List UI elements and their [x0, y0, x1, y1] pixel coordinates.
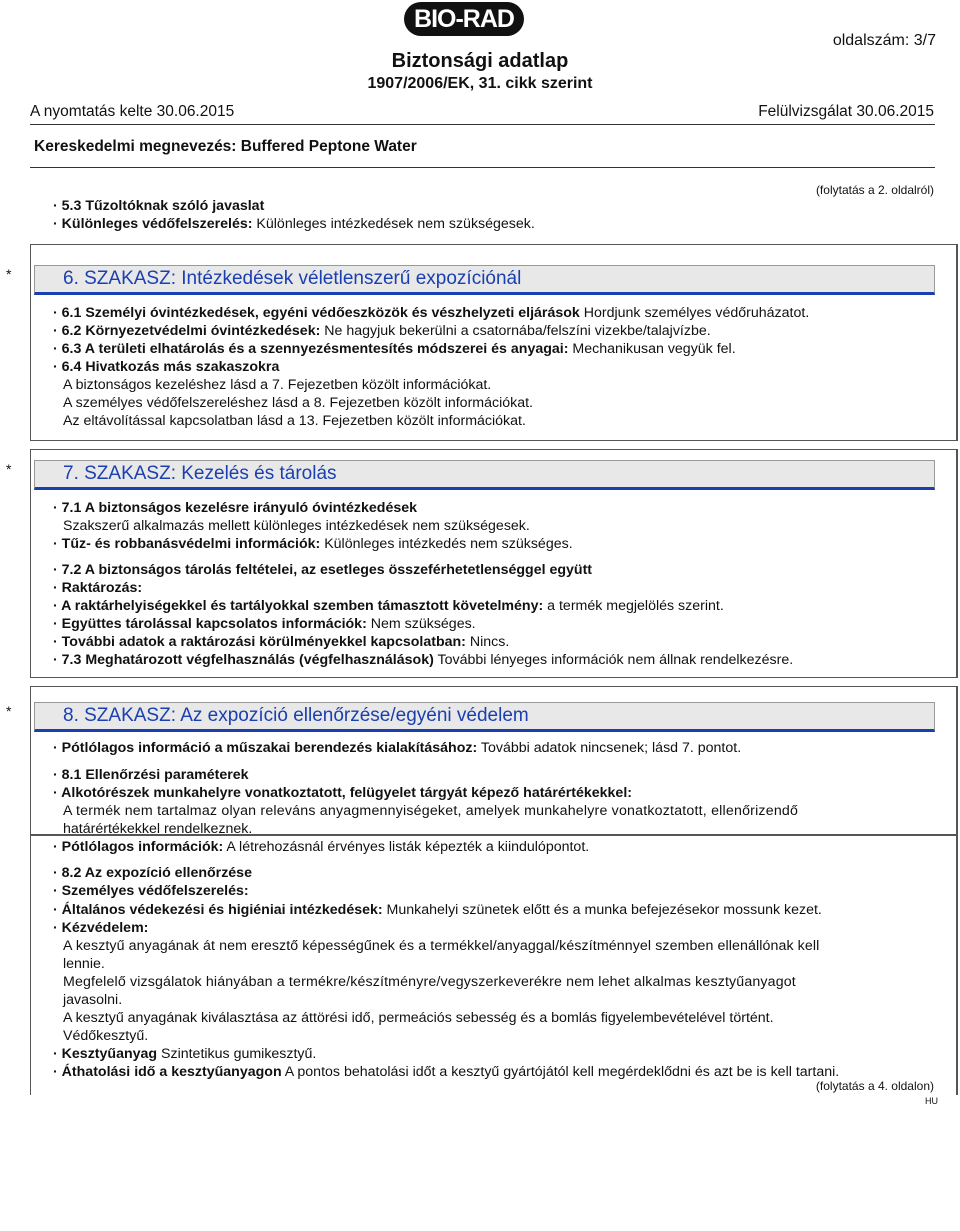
- s6-4: · 6.4 Hivatkozás más szakaszokra: [53, 359, 280, 375]
- revision-date: Felülvizsgálat 30.06.2015: [758, 103, 934, 120]
- trade-name: Kereskedelmi megnevezés: Buffered Peptone Water: [34, 138, 417, 155]
- s8-hand-protection: · Kézvédelem:: [53, 920, 149, 936]
- s5-heading: · 5.3 Tűzoltóknak szóló javaslat: [53, 198, 265, 214]
- s7-fire: · Tűz- és robbanásvédelmi információk: Különleges intézkedés nem szükséges.: [53, 536, 573, 552]
- continued-from: (folytatás a 2. oldalról): [815, 183, 934, 197]
- s8-hand-2: lennie.: [63, 956, 105, 972]
- s8-change-marker: *: [6, 703, 12, 719]
- section-8-title: 8. SZAKASZ: Az expozíció ellenőrzése/egyéni védelem: [63, 705, 529, 726]
- s6-3: · 6.3 A területi elhatárolás és a szennyezésmentesítés módszerei és anyagai: Mechanikusan vegyük fel.: [53, 341, 736, 357]
- s7-2: · 7.2 A biztonságos tárolás feltételei, az esetleges összeférhetetlenséggel együtt: [53, 562, 593, 578]
- s8-limits-text-2: határértékekkel rendelkeznek.: [63, 821, 253, 837]
- s7-1-text: Szakszerű alkalmazás mellett különleges intézkedések nem szükségesek.: [63, 518, 530, 534]
- s8-limits: · Alkotórészek munkahelyre vonatkoztatott, felügyelet tárgyát képező határértékekkel:: [53, 785, 632, 801]
- s8-hand-1: A kesztyű anyagának át nem eresztő képességűnek és a termékkel/anyaggal/készítménnyel szemben ellenállónak kell: [63, 938, 820, 954]
- s8-glove-material: · Kesztyűanyag Szintetikus gumikesztyű.: [53, 1046, 317, 1062]
- s6-change-marker: *: [6, 266, 12, 282]
- s6-2: · 6.2 Környezetvédelmi óvintézkedések: Ne hagyjuk bekerülni a csatornába/felszíni vizekbe/talajvízbe.: [53, 323, 711, 339]
- s8-1: · 8.1 Ellenőrzési paraméterek: [53, 767, 249, 783]
- s6-ref-7: A biztonságos kezeléshez lásd a 7. Fejezetben közölt információkat.: [63, 377, 492, 393]
- s8-hand-6: Védőkesztyű.: [63, 1028, 149, 1044]
- document-title: Biztonsági adatlap: [391, 50, 569, 72]
- s8-hand-3: Megfelelő vizsgálatok hiányában a termékre/készítményre/vegyszerkeverékre nem lehet alkalmas kesztyűanyagot: [63, 974, 796, 990]
- header-divider: [30, 124, 935, 125]
- page-number: oldalszám: 3/7: [832, 32, 936, 49]
- s7-change-marker: *: [6, 461, 12, 477]
- s8-hand-5: A kesztyű anyagának kiválasztása az áttörési idő, permeációs sebesség és a bomlás figyelembevételével történt.: [63, 1010, 774, 1026]
- s7-storage: · Raktározás:: [53, 580, 143, 596]
- s8-hygiene: · Általános védekezési és higiéniai intézkedések: Munkahelyi szünetek előtt és a munka befejezésekor mossunk kezet.: [53, 902, 822, 918]
- language-code: HU: [925, 1096, 938, 1106]
- continued-to: (folytatás a 4. oldalon): [815, 1079, 934, 1093]
- document-subtitle: 1907/2006/EK, 31. cikk szerint: [367, 75, 593, 92]
- trade-name-divider: [30, 167, 935, 168]
- s8-engineering: · Pótlólagos információ a műszakai berendezés kialakításához: További adatok nincsenek; lásd 7. pontot.: [53, 740, 742, 756]
- s7-further: · További adatok a raktározási körülményekkel kapcsolatban: Nincs.: [53, 634, 510, 650]
- s8-ppe: · Személyes védőfelszerelés:: [53, 883, 249, 899]
- section-6-header: [34, 265, 935, 295]
- s7-storerooms: · A raktárhelyiségekkel és tartályokkal szemben támasztott követelmény: a termék megjelölés szerint.: [53, 598, 724, 614]
- s8-hand-4: javasolni.: [63, 992, 123, 1008]
- s8-additional: · Pótlólagos információk: A létrehozásnál érvényes listák képezték a kiindulópontot.: [53, 839, 590, 855]
- s5-special-equipment: · Különleges védőfelszerelés: Különleges intézkedések nem szükségesek.: [53, 216, 535, 232]
- s8-2: · 8.2 Az expozíció ellenőrzése: [53, 865, 252, 881]
- bio-rad-logo: BIO-RAD: [404, 2, 524, 36]
- s8-limits-text-1: A termék nem tartalmaz olyan releváns anyagmennyiségeket, amelyek munkahelyre vonatkoztatott, ellenőrizendő: [63, 803, 799, 819]
- section-6-title: 6. SZAKASZ: Intézkedések véletlenszerű expozíciónál: [63, 268, 522, 289]
- s7-3: · 7.3 Meghatározott végfelhasználás (végfelhasználások) További lényeges információk nem állnak rendelkezésre.: [53, 652, 794, 668]
- s8-penetration: · Áthatolási idő a kesztyűanyagon A pontos behatolási időt a kesztyű gyártójától kell megérdeklődni és azt be is kell tartani.: [53, 1064, 840, 1080]
- s7-1: · 7.1 A biztonságos kezelésre irányuló óvintézkedések: [53, 500, 418, 516]
- section-8-header: [34, 702, 935, 732]
- section-7-title: 7. SZAKASZ: Kezelés és tárolás: [63, 463, 337, 484]
- s6-1: · 6.1 Személyi óvintézkedések, egyéni védőeszközök és vészhelyzeti eljárások Hordjunk személyes védőruházatot.: [53, 305, 810, 321]
- s7-joint-storage: · Együttes tárolással kapcsolatos információk: Nem szükséges.: [53, 616, 476, 632]
- s6-ref-13: Az eltávolítással kapcsolatban lásd a 13. Fejezetben közölt információkat.: [63, 413, 526, 429]
- section-7-header: [34, 460, 935, 490]
- s6-ref-8: A személyes védőfelszereléshez lásd a 8. Fejezetben közölt információkat.: [63, 395, 534, 411]
- print-date: A nyomtatás kelte 30.06.2015: [30, 103, 235, 120]
